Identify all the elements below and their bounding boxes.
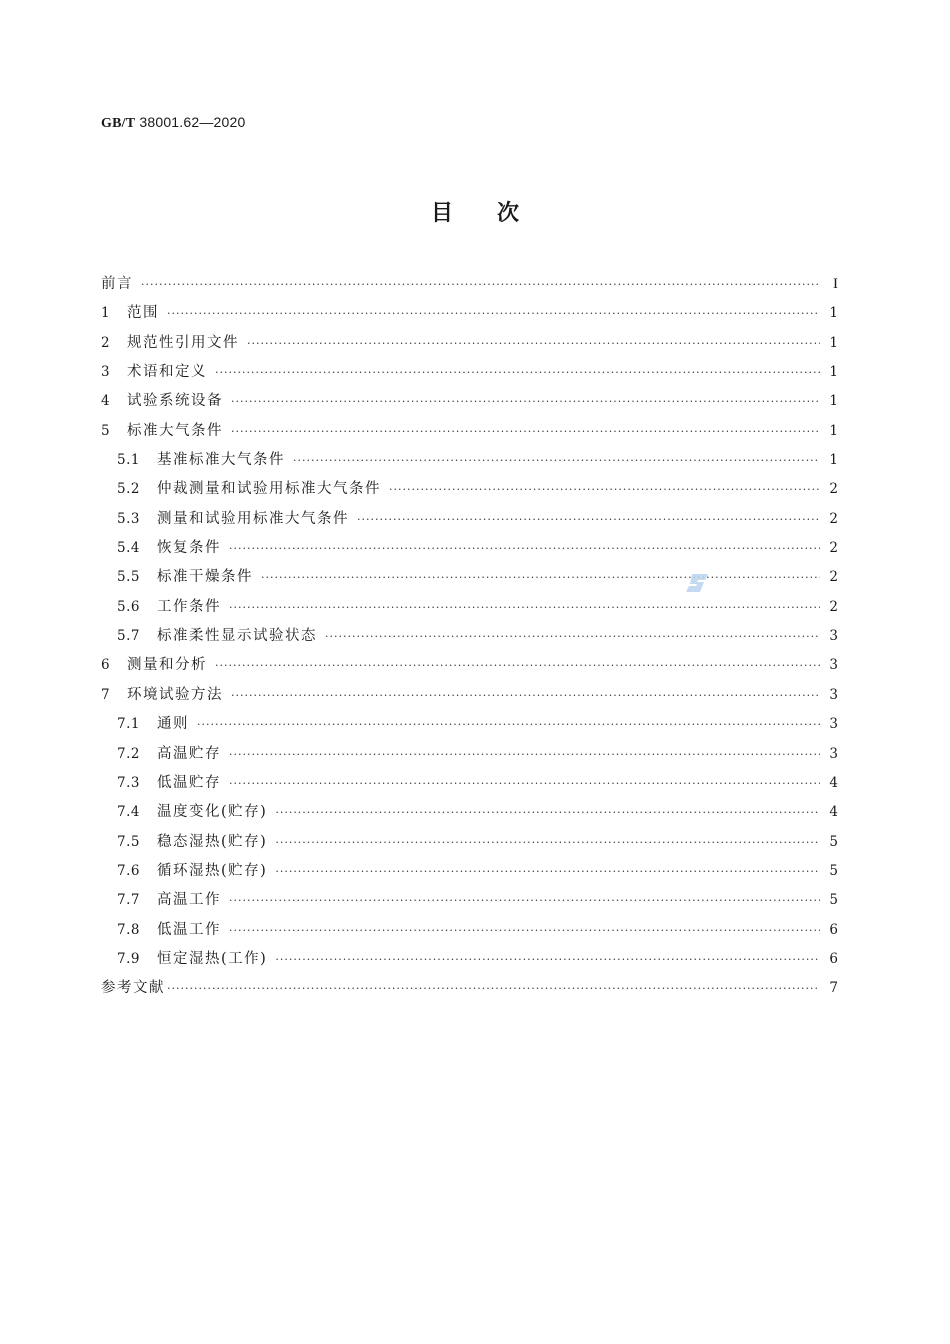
toc-entry-number: 5.4 [117, 540, 140, 557]
toc-entry-page: 1 [829, 393, 838, 410]
toc-entry-page: 5 [829, 892, 838, 909]
toc-entry-label: 恒定湿热(工作) [157, 950, 268, 967]
toc-entry-page: 1 [829, 305, 838, 322]
toc-entry-label: 恢复条件 [157, 540, 221, 557]
toc-leader-dots [229, 886, 820, 915]
toc-entry-number: 5.1 [117, 452, 140, 469]
toc-entry-label: 测量和分析 [127, 657, 207, 674]
toc-entry-5-4[interactable] [101, 534, 838, 563]
toc-leader-dots [197, 710, 820, 739]
toc-entry-label: 高温贮存 [157, 745, 221, 762]
toc-entry-number: 7.4 [117, 804, 140, 821]
toc-leader-dots [231, 681, 820, 710]
toc-entry-page: 2 [829, 481, 838, 498]
toc-entry-7-8[interactable] [101, 916, 838, 945]
toc-entry-page: 2 [829, 598, 838, 615]
toc-entry-3[interactable] [101, 358, 838, 387]
toc-entry-number: 5.7 [117, 628, 140, 645]
toc-entry-page: 1 [829, 364, 838, 381]
toc-leader-dots [357, 505, 820, 534]
toc-leader-dots [275, 828, 820, 857]
toc-entry-7-3[interactable] [101, 769, 838, 798]
standard-code [101, 114, 246, 132]
toc-leader-dots [275, 945, 820, 974]
toc-entry-page: 5 [829, 833, 838, 850]
toc-entry-label: 高温工作 [157, 892, 221, 909]
toc-entry-number: 2 [101, 334, 111, 351]
toc-entry-number: 4 [101, 393, 111, 410]
toc-entry-number: 7.9 [117, 950, 140, 967]
toc-leader-dots [215, 358, 820, 387]
toc-entry-foreword[interactable] [101, 270, 838, 299]
toc-entry-page: 2 [829, 569, 838, 586]
toc-leader-dots [229, 740, 820, 769]
toc-leader-dots [275, 798, 820, 827]
toc-entry-number: 5.2 [117, 481, 140, 498]
toc-leader-dots [229, 769, 820, 798]
toc-leader-dots [229, 534, 820, 563]
toc-leader-dots [167, 299, 820, 328]
toc-leader-dots [167, 974, 820, 1003]
toc-entry-label: 范围 [127, 305, 159, 322]
toc-entry-number: 5.5 [117, 569, 140, 586]
toc-entry-label: 前言 [101, 276, 133, 292]
standard-prefix: GB/T [101, 116, 136, 131]
toc-entry-label: 试验系统设备 [127, 393, 223, 410]
toc-entry-number: 7.5 [117, 833, 140, 850]
toc-entry-page: 6 [829, 950, 838, 967]
toc-leader-dots [229, 593, 820, 622]
toc-leader-dots [247, 329, 820, 358]
toc-entry-number: 5.3 [117, 510, 140, 527]
toc-entry-number: 7.2 [117, 745, 140, 762]
toc-entry-page: 3 [829, 686, 838, 703]
toc-entry-page: 1 [829, 334, 838, 351]
toc-entry-5-5[interactable] [101, 563, 838, 592]
toc-entry-5-7[interactable] [101, 622, 838, 651]
toc-entry-page: 1 [829, 452, 838, 469]
toc-entry-page: 6 [829, 921, 838, 938]
toc-entry-page: 1 [829, 422, 838, 439]
toc-entry-label: 通则 [157, 716, 189, 733]
toc-entry-label: 环境试验方法 [127, 686, 223, 703]
toc-leader-dots [229, 916, 820, 945]
standard-number: 38001.62—2020 [139, 114, 246, 130]
toc-entry-page: 5 [829, 862, 838, 879]
toc-entry-number: 5 [101, 422, 111, 439]
toc-entry-page: 7 [829, 980, 838, 997]
toc-entry-page: 2 [829, 540, 838, 557]
toc-leader-dots [389, 475, 820, 504]
toc-entry-number: 3 [101, 364, 111, 381]
toc-entry-bibliography[interactable] [101, 974, 838, 1003]
title-char-1: 目 [430, 200, 453, 226]
toc-entry-7-2[interactable] [101, 740, 838, 769]
toc-entry-2[interactable] [101, 329, 838, 358]
toc-leader-dots [261, 563, 820, 592]
toc-entry-5-3[interactable] [101, 505, 838, 534]
toc-entry-label: 规范性引用文件 [127, 334, 239, 351]
toc-leader-dots [215, 651, 820, 680]
toc-entry-7-4[interactable] [101, 798, 838, 827]
toc-entry-label: 参考文献 [101, 980, 165, 997]
toc-entry-6[interactable] [101, 651, 838, 680]
toc-leader-dots [293, 446, 820, 475]
toc-entry-number: 7.1 [117, 716, 140, 733]
toc-entry-label: 工作条件 [157, 598, 221, 615]
toc-entry-7-7[interactable] [101, 886, 838, 915]
toc-entry-label: 循环湿热(贮存) [157, 862, 268, 879]
toc-entry-7-6[interactable] [101, 857, 838, 886]
toc-entry-page: 4 [829, 804, 838, 821]
toc-entry-7-1[interactable] [101, 710, 838, 739]
toc-entry-number: 7.6 [117, 862, 140, 879]
toc-entry-label: 仲裁测量和试验用标准大气条件 [157, 481, 381, 498]
toc-entry-label: 基准标准大气条件 [157, 452, 285, 469]
toc-entry-page: 4 [829, 774, 838, 791]
toc-entry-page: 3 [829, 745, 838, 762]
toc-entry-label: 标准柔性显示试验状态 [157, 628, 317, 645]
toc-leader-dots [275, 857, 820, 886]
toc-entry-label: 低温工作 [157, 921, 221, 938]
toc-entry-5-1[interactable] [101, 446, 838, 475]
toc-entry-5-2[interactable] [101, 475, 838, 504]
toc-leader-dots [325, 622, 820, 651]
toc-entry-number: 5.6 [117, 598, 140, 615]
toc-entry-page: 2 [829, 510, 838, 527]
table-of-contents [101, 270, 838, 1004]
toc-entry-label: 稳态湿热(贮存) [157, 833, 268, 850]
toc-entry-7-9[interactable] [101, 945, 838, 974]
toc-entry-1[interactable] [101, 299, 838, 328]
toc-leader-dots [231, 417, 820, 446]
watermark-logo-icon [686, 572, 710, 594]
toc-entry-label: 温度变化(贮存) [157, 804, 268, 821]
toc-entry-7-5[interactable] [101, 828, 838, 857]
toc-entry-4[interactable] [101, 387, 838, 416]
toc-entry-number: 7 [101, 686, 111, 703]
toc-entry-7[interactable] [101, 681, 838, 710]
toc-entry-page: I [833, 276, 838, 292]
toc-leader-dots [231, 387, 820, 416]
toc-entry-label: 低温贮存 [157, 774, 221, 791]
toc-entry-number: 6 [101, 657, 111, 674]
toc-entry-page: 3 [829, 657, 838, 674]
toc-entry-number: 7.8 [117, 921, 140, 938]
toc-entry-number: 1 [101, 305, 111, 322]
toc-entry-number: 7.3 [117, 774, 140, 791]
toc-entry-5-6[interactable] [101, 593, 838, 622]
title-char-2: 次 [497, 200, 520, 226]
toc-entry-5[interactable] [101, 417, 838, 446]
toc-entry-page: 3 [829, 628, 838, 645]
toc-entry-label: 术语和定义 [127, 364, 207, 381]
toc-entry-page: 3 [829, 716, 838, 733]
toc-entry-label: 标准干燥条件 [157, 569, 253, 586]
toc-entry-label: 测量和试验用标准大气条件 [157, 510, 349, 527]
toc-leader-dots [141, 270, 820, 299]
toc-entry-number: 7.7 [117, 892, 140, 909]
page-title [0, 196, 950, 227]
toc-entry-label: 标准大气条件 [127, 422, 223, 439]
